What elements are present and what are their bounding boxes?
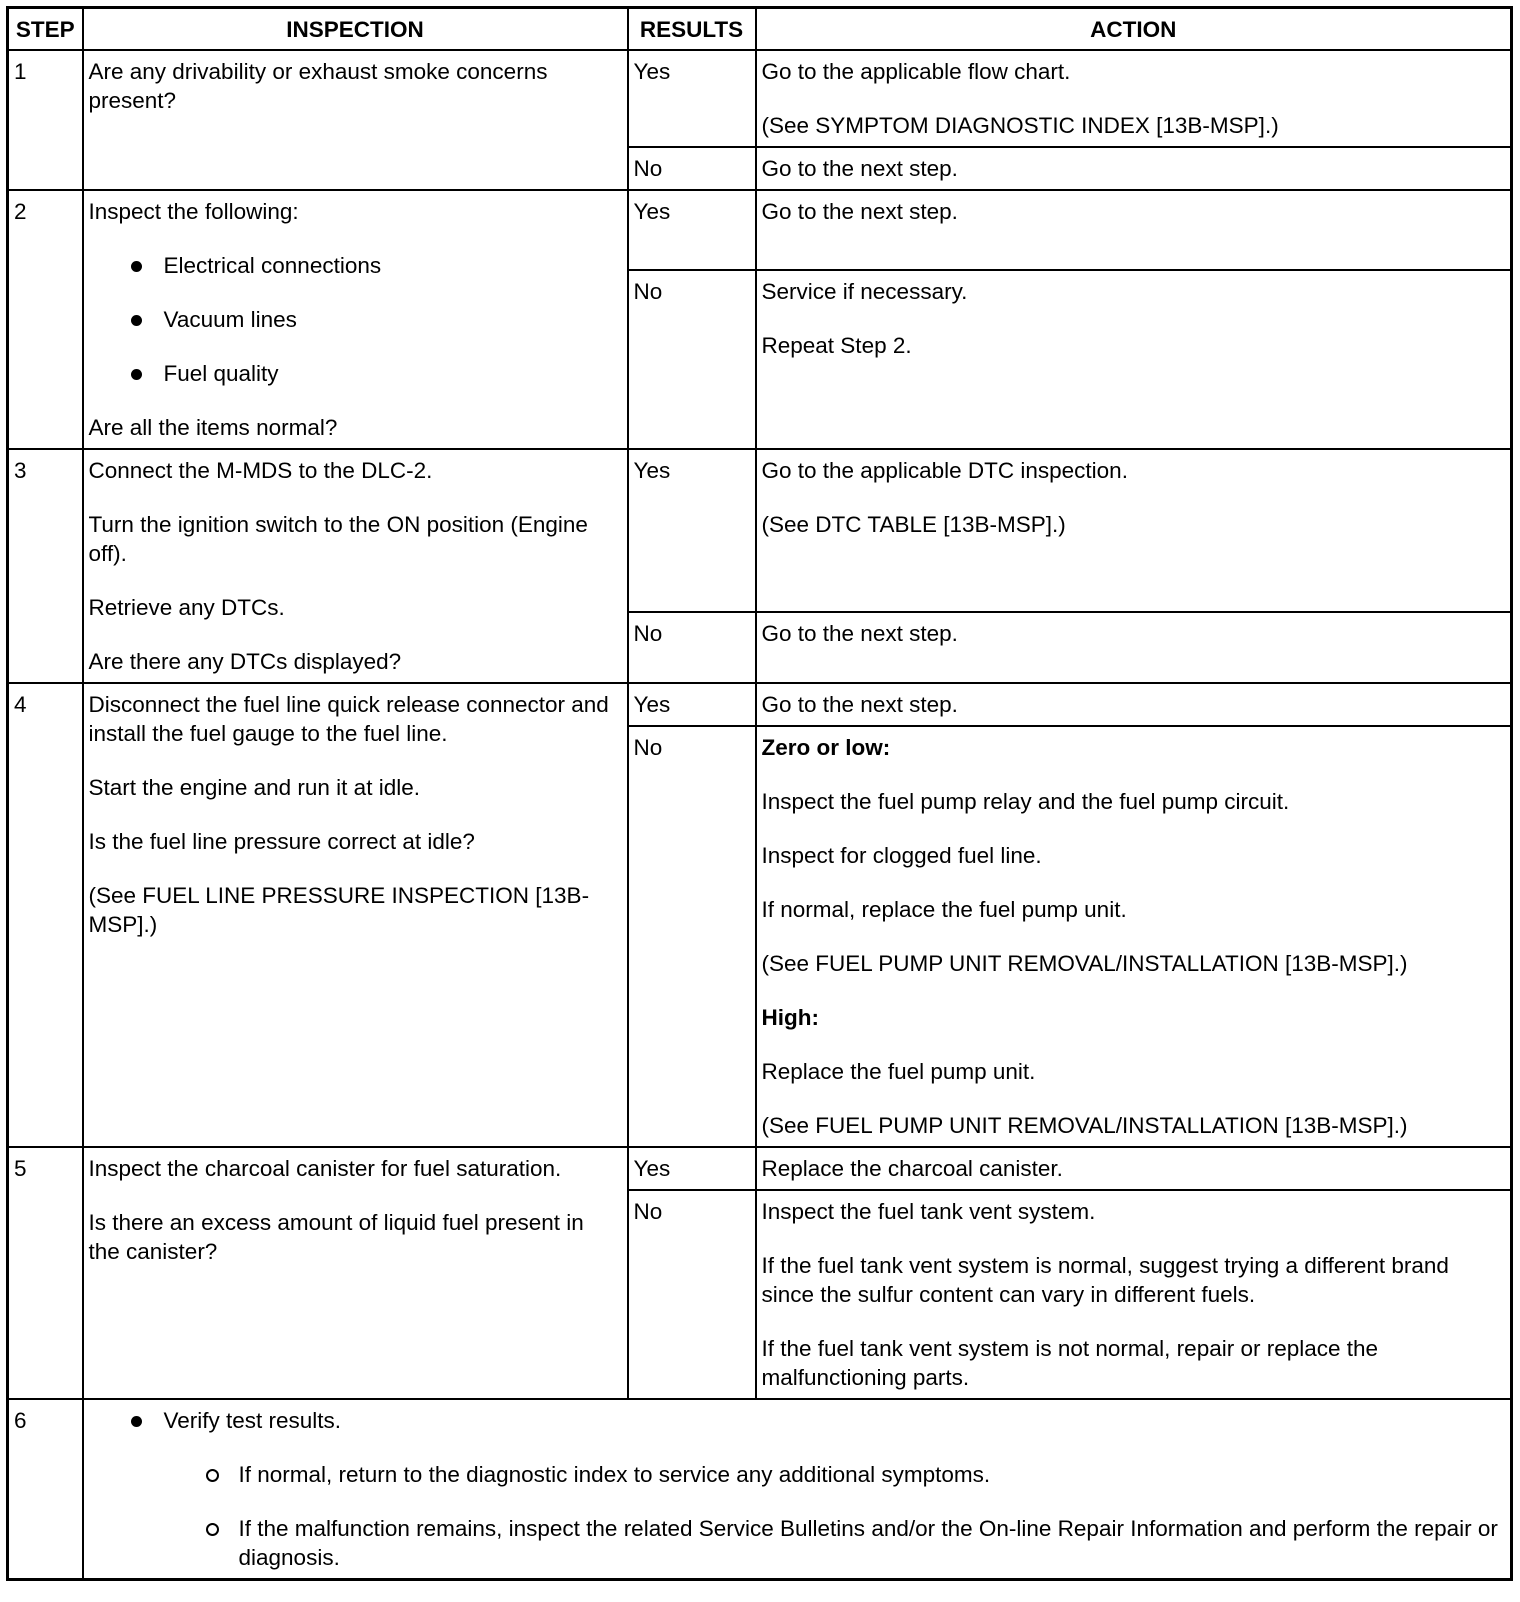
diagnostic-table bbox=[6, 6, 1513, 1581]
action-reference: (See FUEL PUMP UNIT REMOVAL/INSTALLATION [13B-MSP].) bbox=[761, 951, 1408, 976]
action-text: Inspect for clogged fuel line. bbox=[761, 843, 1042, 868]
diagnostic-procedure-sheet bbox=[6, 6, 1513, 1581]
result-yes: Yes bbox=[628, 1147, 756, 1190]
inspection-cell bbox=[83, 190, 628, 449]
action-cell bbox=[756, 1147, 1512, 1190]
verify-text: Verify test results. bbox=[163, 1408, 342, 1433]
action-text: If normal, replace the fuel pump unit. bbox=[761, 897, 1127, 922]
step-2-yes-row bbox=[8, 190, 1512, 270]
action-text: Repeat Step 2. bbox=[761, 333, 912, 358]
action-text: Go to the applicable flow chart. bbox=[761, 59, 1071, 84]
action-text: Go to the applicable DTC inspection. bbox=[761, 458, 1128, 483]
inspection-question: Is there an excess amount of liquid fuel present in the canister? bbox=[88, 1210, 584, 1264]
header-row bbox=[8, 8, 1512, 51]
inspection-text: Retrieve any DTCs. bbox=[88, 595, 285, 620]
verify-bullet-item bbox=[129, 1406, 1505, 1572]
result-no: No bbox=[628, 1190, 756, 1399]
action-text: Inspect the fuel tank vent system. bbox=[761, 1199, 1096, 1224]
action-cell bbox=[756, 726, 1512, 1147]
action-text: Replace the fuel pump unit. bbox=[761, 1059, 1036, 1084]
inspection-cell bbox=[83, 449, 628, 683]
step-1-yes-row bbox=[8, 50, 1512, 147]
step-4-yes-row bbox=[8, 683, 1512, 726]
result-yes: Yes bbox=[628, 683, 756, 726]
result-yes: Yes bbox=[628, 50, 756, 147]
action-cell bbox=[756, 683, 1512, 726]
action-text: Go to the next step. bbox=[761, 156, 958, 181]
result-yes: Yes bbox=[628, 190, 756, 270]
inspection-bullet-item: Vacuum lines bbox=[129, 305, 621, 334]
step-5-yes-row bbox=[8, 1147, 1512, 1190]
verify-sub-item: If the malfunction remains, inspect the related Service Bulletins and/or the On-line Repair Information and perform the repair or diagnosis. bbox=[204, 1514, 1505, 1572]
inspection-question: Is the fuel line pressure correct at idle? bbox=[88, 829, 475, 854]
result-no: No bbox=[628, 612, 756, 683]
inspection-bullet-item: Fuel quality bbox=[129, 359, 621, 388]
action-cell bbox=[756, 612, 1512, 683]
inspection-cell bbox=[83, 1147, 628, 1399]
inspection-text: Turn the ignition switch to the ON position (Engine off). bbox=[88, 512, 588, 566]
verify-sub-item: If normal, return to the diagnostic index to service any additional symptoms. bbox=[204, 1460, 1505, 1489]
action-reference: (See SYMPTOM DIAGNOSTIC INDEX [13B-MSP].) bbox=[761, 113, 1279, 138]
inspection-reference: (See FUEL LINE PRESSURE INSPECTION [13B-MSP].) bbox=[88, 883, 590, 937]
action-cell bbox=[756, 449, 1512, 612]
action-subheading-high: High: bbox=[761, 1005, 819, 1030]
action-cell bbox=[756, 147, 1512, 190]
action-text: If the fuel tank vent system is not normal, repair or replace the malfunctioning parts. bbox=[761, 1336, 1379, 1390]
step-number: 1 bbox=[8, 50, 83, 190]
step-6-row bbox=[8, 1399, 1512, 1580]
header-results: RESULTS bbox=[628, 8, 756, 51]
action-cell bbox=[756, 190, 1512, 270]
step-number: 2 bbox=[8, 190, 83, 449]
step-number: 4 bbox=[8, 683, 83, 1147]
result-no: No bbox=[628, 270, 756, 449]
result-no: No bbox=[628, 147, 756, 190]
action-reference: (See DTC TABLE [13B-MSP].) bbox=[761, 512, 1066, 537]
action-subheading-low: Zero or low: bbox=[761, 735, 891, 760]
header-action: ACTION bbox=[756, 8, 1512, 51]
action-text: Go to the next step. bbox=[761, 199, 958, 224]
inspection-text: Connect the M-MDS to the DLC-2. bbox=[88, 458, 433, 483]
inspection-text: Disconnect the fuel line quick release connector and install the fuel gauge to the fuel line. bbox=[88, 692, 609, 746]
action-text: Replace the charcoal canister. bbox=[761, 1156, 1063, 1181]
result-no: No bbox=[628, 726, 756, 1147]
action-text: Service if necessary. bbox=[761, 279, 968, 304]
step-number: 5 bbox=[8, 1147, 83, 1399]
action-text: If the fuel tank vent system is normal, suggest trying a different brand since the sulfur content can vary in different fuels. bbox=[761, 1253, 1449, 1307]
action-cell bbox=[756, 270, 1512, 449]
action-text: Go to the next step. bbox=[761, 621, 958, 646]
action-reference: (See FUEL PUMP UNIT REMOVAL/INSTALLATION [13B-MSP].) bbox=[761, 1113, 1408, 1138]
inspection-bullet-item: Electrical connections bbox=[129, 251, 621, 280]
action-cell bbox=[756, 1190, 1512, 1399]
verification-cell bbox=[83, 1399, 1512, 1580]
inspection-cell bbox=[83, 50, 628, 190]
step-number: 3 bbox=[8, 449, 83, 683]
action-text: Inspect the fuel pump relay and the fuel pump circuit. bbox=[761, 789, 1290, 814]
step-3-yes-row bbox=[8, 449, 1512, 612]
inspection-text: Are any drivability or exhaust smoke concerns present? bbox=[88, 59, 548, 113]
result-yes: Yes bbox=[628, 449, 756, 612]
inspection-question: Are there any DTCs displayed? bbox=[88, 649, 402, 674]
inspection-text: Inspect the charcoal canister for fuel saturation. bbox=[88, 1156, 562, 1181]
inspection-text: Inspect the following: bbox=[88, 199, 299, 224]
inspection-question: Are all the items normal? bbox=[88, 415, 338, 440]
step-number: 6 bbox=[8, 1399, 83, 1580]
action-cell bbox=[756, 50, 1512, 147]
action-text: Go to the next step. bbox=[761, 692, 958, 717]
header-inspection: INSPECTION bbox=[83, 8, 628, 51]
header-step: STEP bbox=[8, 8, 83, 51]
inspection-cell bbox=[83, 683, 628, 1147]
inspection-text: Start the engine and run it at idle. bbox=[88, 775, 420, 800]
